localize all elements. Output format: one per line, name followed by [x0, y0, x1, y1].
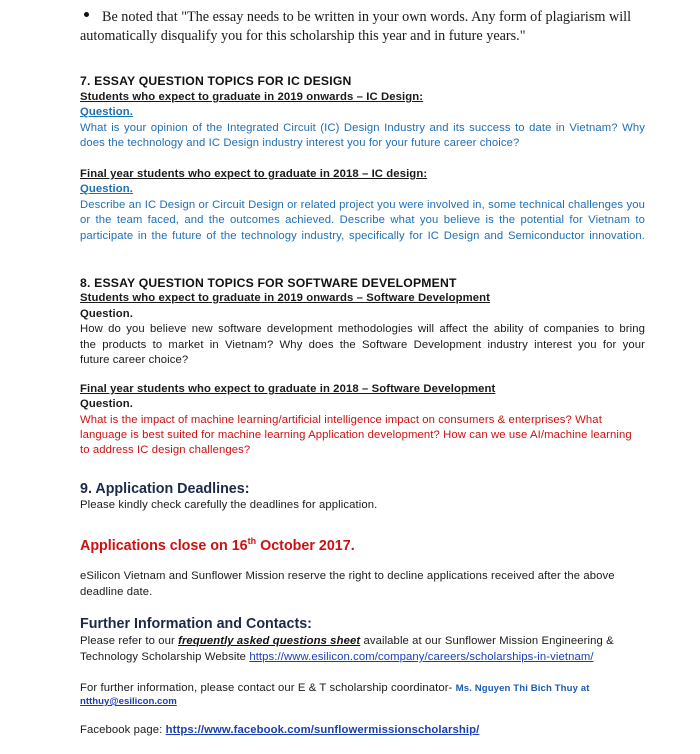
coordinator-name: Ms. Nguyen Thi Bich Thuy at: [455, 683, 590, 694]
sw-question-line: the products to market in Vietnam? Why does the Software Development industry interest you for your: [80, 339, 645, 351]
close-suffix: October 2017.: [256, 537, 355, 554]
website-link[interactable]: https://www.esilicon.com/company/careers/scholarships-in-vietnam/: [249, 651, 594, 663]
reserve-right-line: deadline date.: [80, 586, 153, 598]
sw-2019-subheading: Students who expect to graduate in 2019 onwards – Software Development: [80, 292, 491, 304]
question-label: Question.: [80, 106, 133, 118]
faq-link[interactable]: frequently asked questions sheet: [178, 635, 361, 647]
plagiarism-note-line: Be noted that "The essay needs to be written in your own words. Any form of plagiarism will: [102, 9, 632, 25]
deadline-text: Please kindly check carefully the deadlines for application.: [80, 499, 378, 511]
section-9-heading: 9. Application Deadlines:: [80, 481, 250, 497]
facebook-line: [80, 724, 645, 736]
further-info-heading: Further Information and Contacts:: [80, 616, 312, 632]
bullet-point: [84, 12, 89, 17]
reserve-right-line: eSilicon Vietnam and Sunflower Mission reserve the right to decline applications received after the above: [80, 570, 615, 582]
close-prefix: Applications close on 16: [80, 537, 248, 554]
faq-prefix: Please refer to our: [80, 635, 179, 647]
email-line: [80, 696, 645, 707]
ic-2018-subheading: Final year students who expect to graduate in 2018 – IC design:: [80, 168, 428, 180]
contact-line: [80, 682, 645, 694]
close-sup: th: [247, 536, 257, 546]
ic-question-line: does the technology and IC Design industry interest you for your future career choice?: [80, 137, 520, 149]
sw-2018-subheading: Final year students who expect to graduate in 2018 – Software Development: [80, 383, 496, 395]
sw-question-line: How do you believe new software development methodologies will affect the ability of companies to bring: [80, 323, 645, 335]
faq-line: [80, 635, 645, 647]
website-prefix: Technology Scholarship Website: [80, 651, 250, 663]
sw-question-line: What is the impact of machine learning/artificial intelligence impact on consumers & enterprises? What: [80, 414, 602, 426]
contact-prefix: For further information, please contact our E & T scholarship coordinator-: [80, 682, 456, 694]
ic-question-line: What is your opinion of the Integrated Circuit (IC) Design Industry and its success to date in Vietnam? Why: [80, 122, 645, 134]
facebook-link[interactable]: https://www.facebook.com/sunflowermissionscholarship/: [165, 724, 480, 736]
plagiarism-note-line: automatically disqualify you for this scholarship this year and in future years.": [80, 28, 526, 44]
ic-2019-subheading: Students who expect to graduate in 2019 onwards – IC Design:: [80, 91, 424, 103]
website-line: [80, 651, 645, 663]
section-8-heading: 8. ESSAY QUESTION TOPICS FOR SOFTWARE DEVELOPMENT: [80, 276, 457, 290]
ic-question-line: participate in the future of the technology industry, specifically for IC Design and Semiconductor innovation.: [80, 230, 645, 242]
question-label: Question.: [80, 183, 133, 195]
question-label: Question.: [80, 398, 133, 410]
sw-question-line: future career choice?: [80, 354, 189, 366]
section-7-heading: 7. ESSAY QUESTION TOPICS FOR IC DESIGN: [80, 74, 352, 88]
ic-question-line: or the team faced, and the outcomes achieved. Describe what you believe is the potential for Vietnam to: [80, 214, 645, 226]
sw-question-line: language is best suited for machine learning Application development? How can we use AI/machine learning: [80, 429, 632, 441]
question-label: Question.: [80, 308, 133, 320]
email-link[interactable]: ntthuy@esilicon.com: [80, 696, 177, 707]
faq-suffix: available at our Sunflower Mission Engineering &: [360, 635, 614, 647]
applications-close-notice: [80, 536, 645, 554]
sw-question-line: to address IC design challenges?: [80, 444, 251, 456]
facebook-label: Facebook page:: [80, 724, 166, 736]
ic-question-line: Describe an IC Design or Circuit Design or related project you were involved in, some technical challenges you: [80, 199, 645, 211]
